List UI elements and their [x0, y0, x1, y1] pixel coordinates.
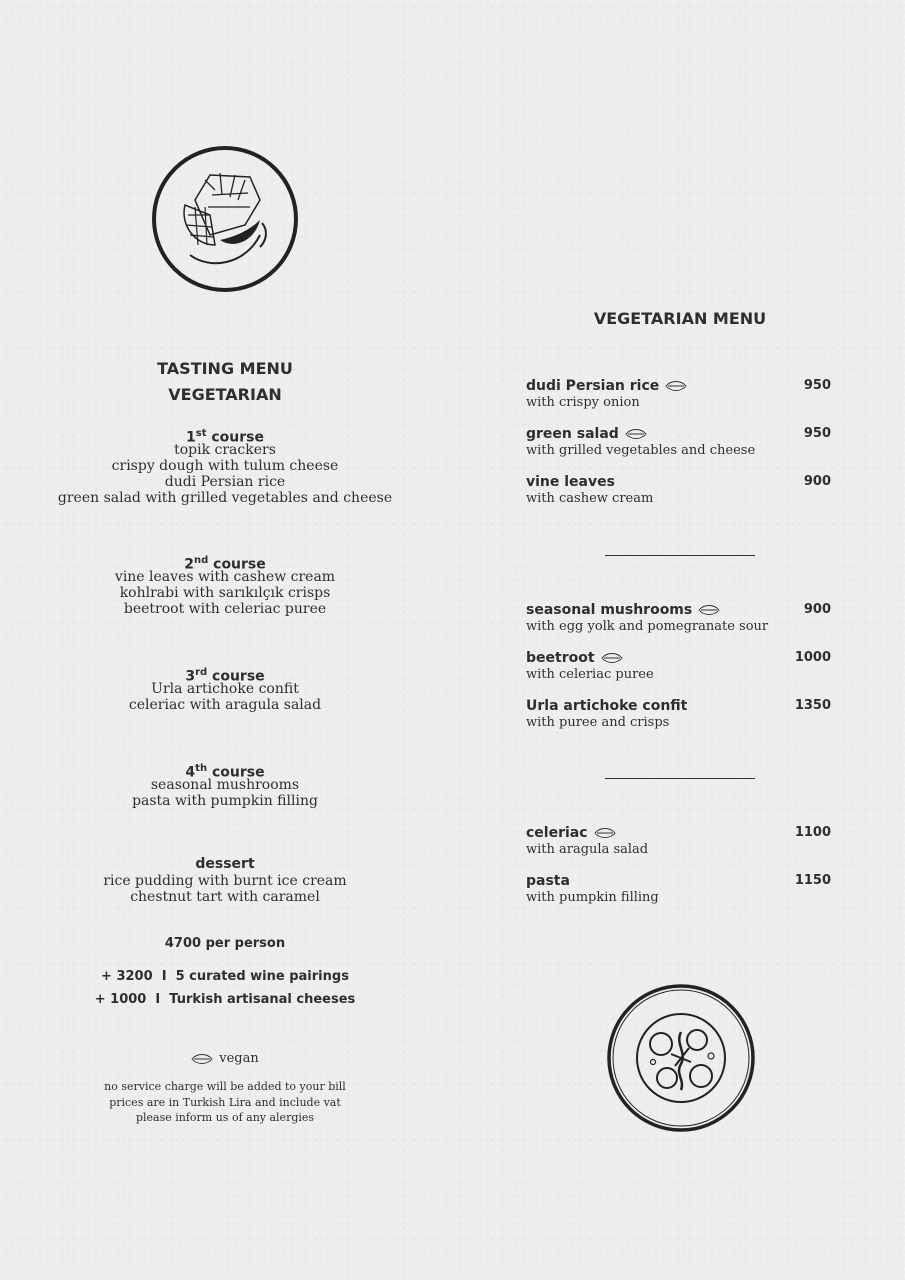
addon-wine-pairings: + 3200 I 5 curated wine pairings	[101, 969, 349, 984]
course-ordinal: rd	[195, 667, 208, 678]
menu-item-price: 900	[803, 602, 831, 617]
menu-item-price: 950	[803, 378, 831, 393]
note-service-charge: no service charge will be added to your bill	[104, 1080, 346, 1093]
menu-item-description: with crispy onion	[526, 395, 640, 410]
leaf-icon	[625, 429, 647, 439]
bottom-plate-illustration-icon	[605, 982, 757, 1134]
vegan-legend	[40, 1051, 410, 1066]
menu-item-name-row	[526, 650, 831, 666]
menu-item-description: with celeriac puree	[526, 667, 654, 682]
menu-item-name-row	[526, 698, 831, 714]
menu-item-name-row	[526, 873, 831, 889]
menu-item-name-row	[526, 825, 831, 841]
menu-item-name-row	[526, 378, 831, 394]
leaf-icon	[698, 605, 720, 615]
vegan-legend-label: vegan	[219, 1051, 259, 1066]
section-divider	[605, 555, 755, 556]
section-divider	[605, 778, 755, 779]
menu-item-description: with pumpkin filling	[526, 890, 659, 905]
menu-item-price: 1150	[794, 873, 831, 888]
menu-item-name-row	[526, 474, 831, 490]
menu-item-description: with aragula salad	[526, 842, 649, 857]
course-label: course	[212, 668, 265, 685]
menu-item	[526, 602, 831, 634]
menu-item-description: with cashew cream	[526, 491, 654, 506]
course-dish: Urla artichoke confit	[151, 681, 299, 697]
course-dish: kohlrabi with sarıkılçık crisps	[119, 585, 331, 601]
note-allergies: please inform us of any alergies	[135, 1111, 315, 1124]
menu-item-name-row	[526, 602, 831, 618]
course-ordinal: st	[195, 428, 207, 439]
course-dish: celeriac with aragula salad	[128, 697, 322, 713]
menu-item-description: with puree and crisps	[526, 715, 670, 730]
top-plate-illustration-icon	[150, 145, 300, 293]
dessert-line: chestnut tart with caramel	[130, 889, 320, 905]
menu-item-price: 950	[803, 426, 831, 441]
leaf-icon	[665, 381, 687, 391]
menu-item-name: seasonal mushrooms	[526, 602, 693, 618]
course-dish: vine leaves with cashew cream	[114, 569, 336, 585]
price-per-person: 4700 per person	[164, 936, 286, 951]
menu-item-price: 1350	[794, 698, 831, 713]
course-ordinal: th	[195, 763, 208, 774]
menu-item	[526, 474, 831, 506]
menu-item-description: with grilled vegetables and cheese	[526, 443, 756, 458]
leaf-icon	[191, 1054, 213, 1064]
tasting-menu-title: TASTING MENU	[157, 359, 293, 378]
menu-item	[526, 650, 831, 682]
course-dish: beetroot with celeriac puree	[123, 601, 327, 617]
course-dish: topik crackers	[174, 442, 276, 458]
course-label: course	[213, 556, 266, 573]
menu-item	[526, 426, 831, 458]
course-label: course	[211, 764, 265, 781]
menu-item-name-row	[526, 426, 831, 442]
tasting-menu-subtitle: VEGETARIAN	[168, 385, 282, 404]
leaf-icon	[601, 653, 623, 663]
menu-item-name: dudi Persian rice	[526, 378, 660, 394]
course-number: 2	[184, 556, 194, 573]
dessert-line: rice pudding with burnt ice cream	[103, 873, 347, 889]
addon-cheeses: + 1000 I Turkish artisanal cheeses	[94, 992, 356, 1007]
menu-item-name: beetroot	[526, 650, 595, 666]
note-prices: prices are in Turkish Lira and include vat	[109, 1096, 341, 1109]
menu-item-description: with egg yolk and pomegranate sour	[526, 619, 769, 634]
course-number: 4	[185, 764, 196, 781]
menu-item	[526, 378, 831, 410]
course-number: 1	[186, 429, 196, 446]
course-label: course	[211, 429, 264, 446]
menu-item-name: Urla artichoke confit	[526, 698, 688, 714]
course-dish: green salad with grilled vegetables and cheese	[57, 490, 393, 506]
menu-item	[526, 825, 831, 857]
leaf-icon	[594, 828, 616, 838]
menu-item-name: celeriac	[526, 825, 588, 841]
menu-item-price: 900	[803, 474, 831, 489]
menu-item	[526, 873, 831, 905]
menu-item	[526, 698, 831, 730]
menu-item-name: pasta	[526, 873, 570, 889]
course-ordinal: nd	[193, 555, 209, 566]
course-dish: pasta with pumpkin filling	[132, 793, 318, 809]
menu-item-price: 1000	[794, 650, 831, 665]
dessert-heading: dessert	[195, 856, 255, 872]
course-dish: dudi Persian rice	[164, 474, 286, 490]
course-dish: crispy dough with tulum cheese	[111, 458, 339, 474]
course-dish: seasonal mushrooms	[150, 777, 300, 793]
menu-item-name: green salad	[526, 426, 619, 442]
menu-item-name: vine leaves	[526, 474, 615, 490]
menu-item-price: 1100	[794, 825, 831, 840]
vegetarian-menu-title: VEGETARIAN MENU	[593, 309, 767, 328]
course-number: 3	[185, 668, 196, 685]
